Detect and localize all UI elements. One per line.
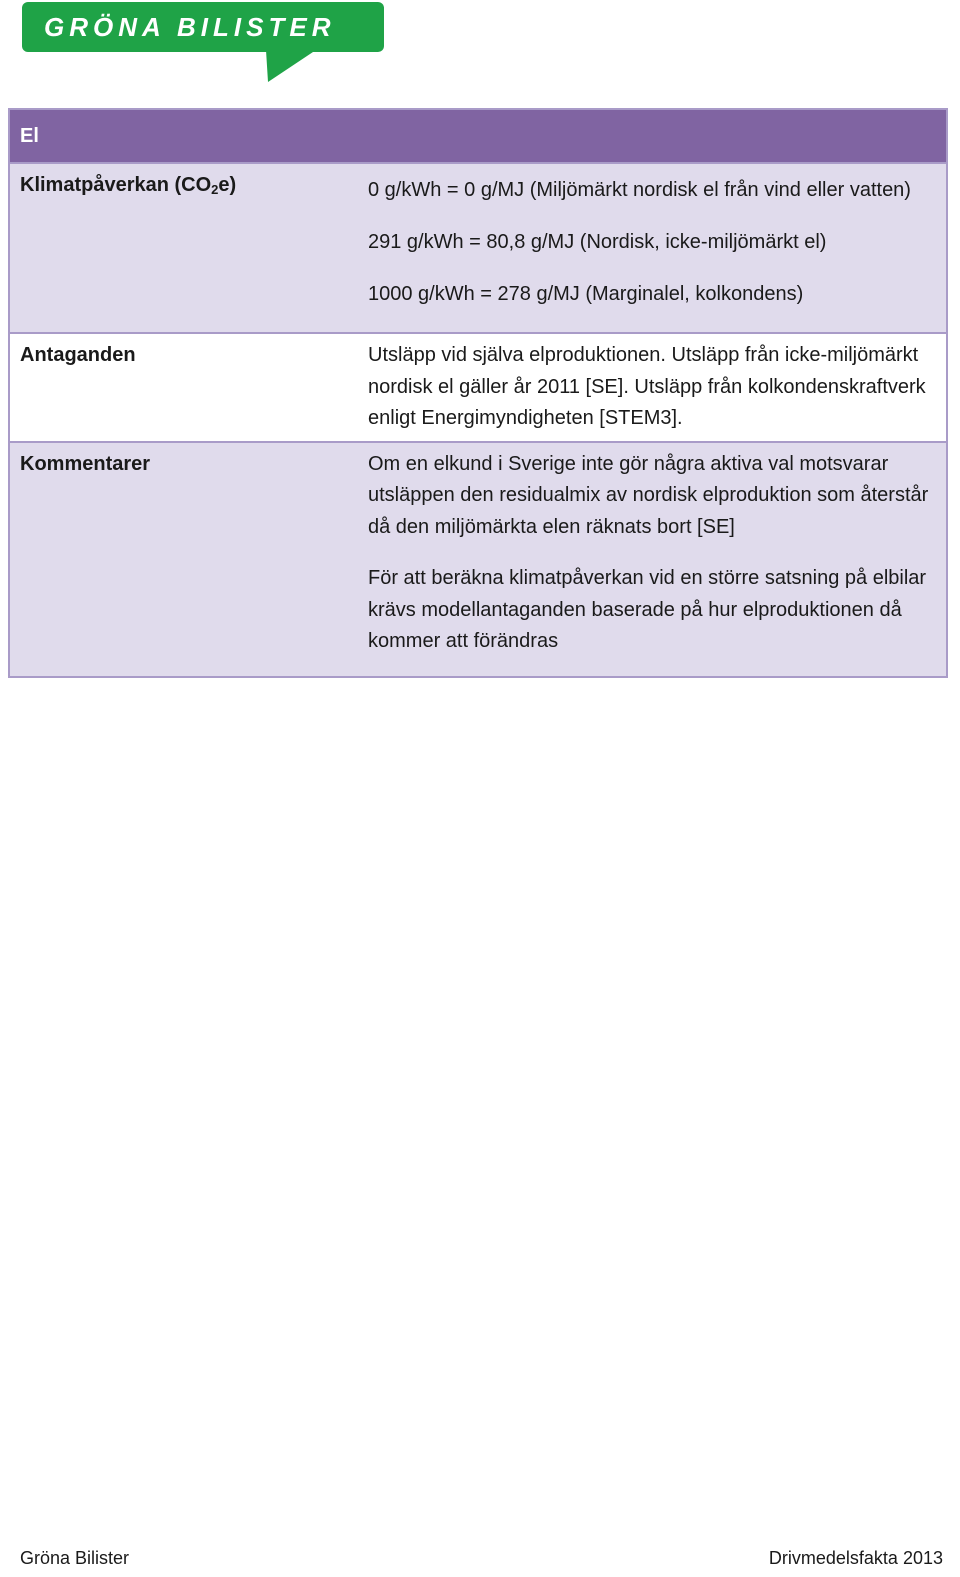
antaganden-text-cell — [348, 333, 947, 442]
speech-bubble-tail-icon — [266, 50, 326, 82]
kommentar-paragraph: För att beräkna klimatpåverkan vid en större satsning på elbilar krävs modellantaganden baserade på hur elproduktionen då kommer att förändras — [368, 567, 927, 652]
table-row-kommentarer — [9, 442, 947, 677]
table-row-antaganden — [9, 333, 947, 442]
antaganden-label: Antaganden — [9, 333, 348, 442]
footer-organization: Gröna Bilister — [20, 1548, 130, 1568]
value-line: 0 g/kWh = 0 g/MJ (Miljömärkt nordisk el från vind eller vatten) — [368, 179, 911, 201]
fact-table — [8, 108, 948, 678]
table-header-el: El — [9, 109, 947, 163]
footer-publication: Drivmedelsfakta 2013 — [768, 1548, 943, 1568]
klimatpaverkan-label-suffix: e) — [218, 174, 237, 196]
kommentar-paragraph: Om en elkund i Sverige inte gör några aktiva val motsvarar utsläppen den residualmix av nordisk elproduktion som återstår då den miljömärkta elen räknats bort [SE] — [368, 452, 929, 538]
value-line: 291 g/kWh = 80,8 g/MJ (Nordisk, icke-miljömärkt el) — [368, 231, 827, 253]
table-header-row — [9, 109, 947, 163]
klimatpaverkan-label-subscript: 2 — [211, 182, 219, 197]
value-line: 1000 g/kWh = 278 g/MJ (Marginalel, kolkondens) — [368, 283, 804, 305]
grona-bilister-logo — [22, 2, 384, 82]
kommentarer-label: Kommentarer — [9, 442, 348, 677]
klimatpaverkan-label — [9, 163, 348, 333]
table-row-klimatpaverkan — [9, 163, 947, 333]
logo-text: GRÖNA BILISTER — [44, 12, 336, 42]
logo-banner — [22, 2, 384, 52]
klimatpaverkan-values — [348, 163, 947, 333]
antaganden-text: Utsläpp vid själva elproduktionen. Utsläpp från icke-miljömärkt nordisk el gäller år 2011 [SE]. Utsläpp från kolkondenskraftverk enligt Energimyndigheten [STEM3]. — [368, 344, 926, 429]
klimatpaverkan-label-prefix: Klimatpåverkan (CO — [20, 174, 212, 196]
kommentarer-text-cell — [348, 442, 947, 677]
